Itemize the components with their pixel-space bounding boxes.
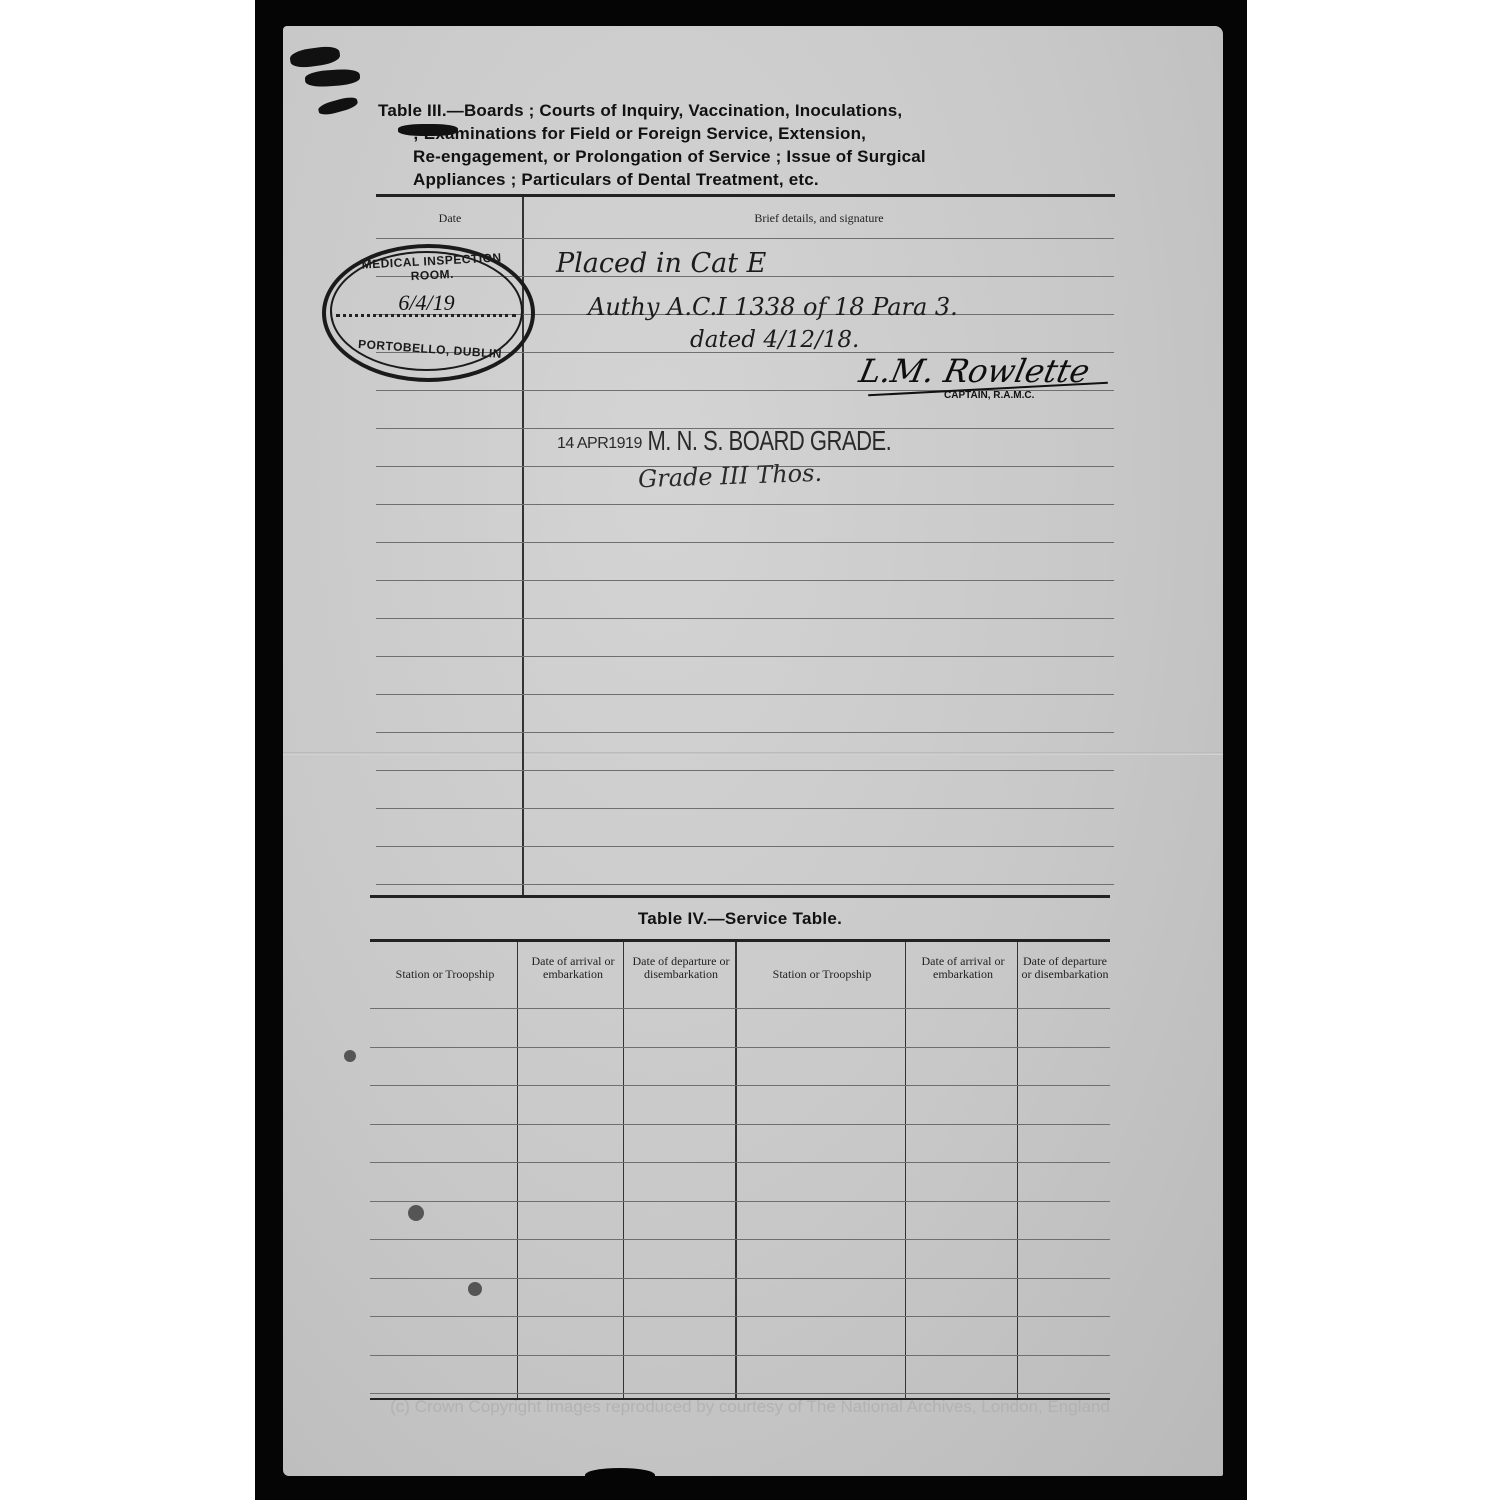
rank-stamp: CAPTAIN, R.A.M.C. [944, 390, 1035, 401]
table3-title-line: Re-engagement, or Prolongation of Service ; Issue of Surgical [413, 147, 926, 166]
ruled-line [370, 1085, 1110, 1086]
ruled-line [376, 808, 1114, 809]
ruled-line [376, 542, 1114, 543]
table4-header-station-1: Station or Troopship [395, 967, 495, 981]
table4-header-arrival-1: Date of arrival or embarkation [531, 954, 615, 981]
entry-line-2: Authy A.C.I 1338 of 18 Para 3. [588, 293, 958, 321]
table3-title-line: ; Examinations for Field or Foreign Service, Extension, [413, 124, 867, 143]
entry-line-1: Placed in Cat E [556, 248, 767, 279]
page-tear [585, 1468, 655, 1482]
copyright-watermark: (c) Crown Copyright images reproduced by courtesy of The National Archives, London, England [390, 1397, 1110, 1416]
table3-top-rule [376, 194, 1115, 197]
board-stamp-text: M. N. S. BOARD GRADE. [647, 424, 892, 456]
table4-header-station-2: Station or Troopship [772, 967, 872, 981]
table3-bottom-rule [370, 895, 1110, 898]
page-fold [283, 752, 1223, 755]
table4-column-divider [623, 942, 624, 1400]
stamp-bottom-text: PORTOBELLO, DUBLIN [357, 336, 503, 362]
ruled-line [370, 1201, 1110, 1202]
grade-note: Grade III Thos. [637, 458, 823, 494]
table4-column-divider [905, 942, 906, 1400]
table4-column-divider [1017, 942, 1018, 1400]
table3-header-date: Date [438, 211, 462, 225]
entry-line-3: dated 4/12/18. [690, 327, 860, 353]
table4-top-rule [370, 939, 1110, 942]
table4-column-divider [517, 942, 518, 1400]
table3-title [378, 99, 1128, 191]
signature: L.M. Rowlette [855, 352, 1094, 390]
ruled-line [370, 1239, 1110, 1240]
board-grade-stamp [557, 424, 892, 456]
stamp-top-text: MEDICAL INSPECTION ROOM. [361, 250, 502, 284]
ruled-line [376, 884, 1114, 885]
table3-title-line: Table III.—Boards ; Courts of Inquiry, Vaccination, Inoculations, [378, 101, 903, 120]
stain [344, 1050, 356, 1062]
ruled-line [376, 656, 1114, 657]
ruled-line [370, 1047, 1110, 1048]
table4-header-departure-1: Date of departure or disembarkation [632, 954, 730, 981]
stamp-date: 6/4/19 [398, 290, 455, 315]
table4-header-departure-2: Date of departure or disembarkation [1021, 954, 1109, 981]
ruled-line [376, 846, 1114, 847]
ruled-line [376, 504, 1114, 505]
table4-header-arrival-2: Date of arrival or embarkation [921, 954, 1005, 981]
table3-header-details: Brief details, and signature [754, 211, 884, 225]
ruled-line [376, 580, 1114, 581]
ruled-line [376, 238, 1114, 239]
ruled-line [376, 618, 1114, 619]
ruled-line [370, 1355, 1110, 1356]
ruled-line [376, 770, 1114, 771]
ruled-line [370, 1162, 1110, 1163]
table4-center-divider [735, 942, 737, 1400]
ruled-line [370, 1008, 1110, 1009]
ruled-line [376, 732, 1114, 733]
table4-title: Table IV.—Service Table. [637, 909, 843, 928]
ruled-line [370, 1316, 1110, 1317]
ruled-line [376, 694, 1114, 695]
ruled-line [370, 1124, 1110, 1125]
stamp-dotted-line [336, 314, 516, 317]
table3-title-line: Appliances ; Particulars of Dental Treatment, etc. [413, 170, 819, 189]
board-stamp-date: 14 APR1919 [557, 435, 642, 452]
ruled-line [370, 1278, 1110, 1279]
ruled-line [370, 1393, 1110, 1394]
stain [468, 1282, 482, 1296]
stain [408, 1205, 424, 1221]
